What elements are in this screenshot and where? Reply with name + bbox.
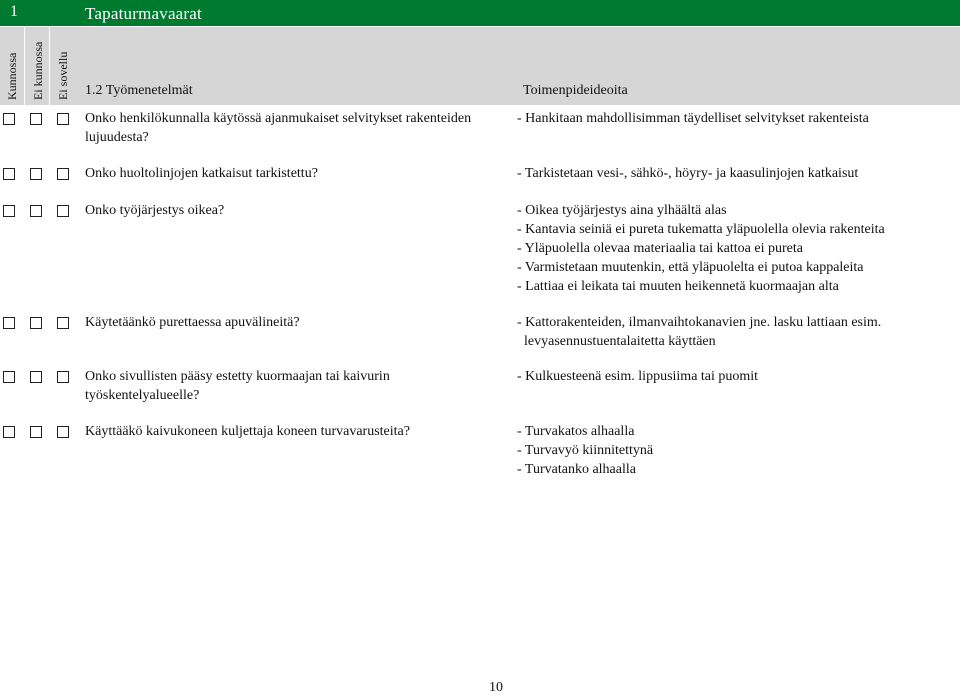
checkbox-na[interactable] <box>57 317 69 329</box>
checkbox-na[interactable] <box>57 205 69 217</box>
checkbox-na[interactable] <box>57 113 69 125</box>
idea-item: - Kattorakenteiden, ilmanvaihtokanavien jne. lasku lattiaan esim. <box>517 315 882 330</box>
checkbox-not-ok[interactable] <box>30 113 42 125</box>
idea-item: - Yläpuolella olevaa materiaalia tai kattoa ei pureta <box>517 241 803 256</box>
checkbox-na[interactable] <box>57 371 69 383</box>
checkbox-not-ok[interactable] <box>30 426 42 438</box>
status-label-not-ok: Ei kunnossa <box>31 41 45 100</box>
question-text: Onko henkilökunnalla käytössä ajanmukaiset selvitykset rakenteiden lujuudesta? <box>85 111 472 145</box>
idea-item: - Kulkuesteenä esim. lippusiima tai puomit <box>517 369 759 384</box>
idea-item: - Kantavia seiniä ei pureta tukematta yläpuolella olevia rakenteita <box>517 222 885 237</box>
checkbox-not-ok[interactable] <box>30 371 42 383</box>
question-text: Onko työjärjestys oikea? <box>85 203 225 218</box>
question-text: Onko sivullisten pääsy estetty kuormaajan tai kaivurin työskentelyalueelle? <box>85 369 390 403</box>
checkbox-ok[interactable] <box>3 426 15 438</box>
section-number: 1 <box>10 3 18 20</box>
checkbox-ok[interactable] <box>3 205 15 217</box>
ideas-list <box>517 367 957 386</box>
idea-item: - Turvakatos alhaalla <box>517 424 635 439</box>
question-text: Onko huoltolinjojen katkaisut tarkistettu? <box>85 166 318 181</box>
ideas-list <box>517 164 957 183</box>
status-column-not-ok <box>25 27 50 105</box>
checkbox-ok[interactable] <box>3 113 15 125</box>
question-text: Käyttääkö kaivukoneen kuljettaja koneen turvavarusteita? <box>85 424 410 439</box>
section-header-bar <box>0 0 960 26</box>
status-label-ok: Kunnossa <box>5 52 19 100</box>
status-label-na: Ei sovellu <box>56 51 70 100</box>
ideas-list <box>517 201 957 296</box>
checkbox-ok[interactable] <box>3 317 15 329</box>
idea-item: - Tarkistetaan vesi-, sähkö-, höyry- ja kaasulinjojen katkaisut <box>517 166 859 181</box>
checkbox-na[interactable] <box>57 426 69 438</box>
status-column-ok <box>0 27 25 105</box>
section-title: Tapaturmavaarat <box>85 4 202 23</box>
idea-item: - Hankitaan mahdollisimman täydelliset selvitykset rakenteista <box>517 111 869 126</box>
checkbox-not-ok[interactable] <box>30 317 42 329</box>
checkbox-ok[interactable] <box>3 371 15 383</box>
status-column-na <box>50 27 74 105</box>
topic-heading: 1.2 Työmenetelmät <box>85 83 193 98</box>
checkbox-na[interactable] <box>57 168 69 180</box>
checkbox-not-ok[interactable] <box>30 168 42 180</box>
checkbox-ok[interactable] <box>3 168 15 180</box>
question-text: Käytetäänkö purettaessa apuvälineitä? <box>85 315 300 330</box>
ideas-heading: Toimenpideideoita <box>523 83 628 98</box>
page-number: 10 <box>489 680 503 695</box>
ideas-list <box>517 313 957 351</box>
idea-item: - Varmistetaan muutenkin, että yläpuolelta ei putoa kappaleita <box>517 260 864 275</box>
idea-item: - Lattiaa ei leikata tai muuten heikennetä kuormaajan alta <box>517 279 839 294</box>
idea-item: - Oikea työjärjestys aina ylhäältä alas <box>517 203 727 218</box>
checkbox-not-ok[interactable] <box>30 205 42 217</box>
idea-item: - Turvatanko alhaalla <box>517 462 636 477</box>
ideas-list <box>517 109 957 128</box>
idea-item: levyasennustuentalaitetta käyttäen <box>517 334 716 349</box>
ideas-list <box>517 422 957 479</box>
idea-item: - Turvavyö kiinnitettynä <box>517 443 654 458</box>
